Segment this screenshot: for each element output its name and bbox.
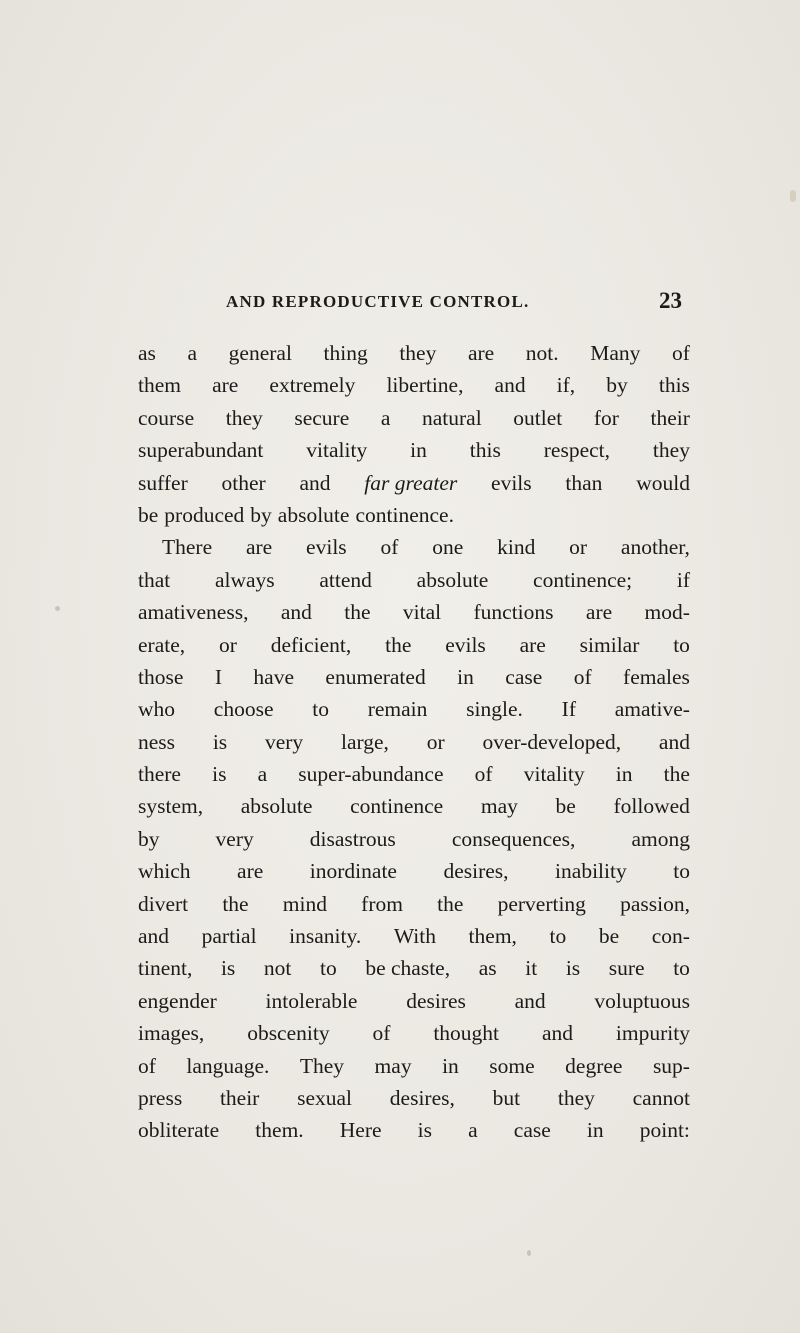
- word: sup-: [652, 1053, 690, 1078]
- word: by: [138, 826, 160, 851]
- paper-speck: [55, 606, 60, 611]
- word: disastrous: [309, 826, 396, 851]
- word: passion,: [620, 891, 690, 916]
- word: thing: [323, 341, 368, 365]
- word: and: [280, 600, 312, 625]
- word: is: [220, 956, 236, 981]
- text-line: [138, 1017, 690, 1049]
- word: Here: [339, 1118, 382, 1143]
- word: attend: [319, 567, 372, 592]
- word: the: [437, 891, 464, 916]
- word: produced: [164, 502, 245, 527]
- word: in: [442, 1053, 459, 1078]
- word: functions: [473, 600, 554, 625]
- word: choose: [213, 697, 274, 722]
- word: they: [225, 405, 263, 430]
- word: and: [494, 373, 526, 398]
- word: very: [215, 826, 254, 851]
- word: vitality: [306, 438, 368, 463]
- word: kind: [497, 535, 536, 560]
- word: and: [514, 988, 546, 1013]
- word: in: [457, 664, 474, 689]
- text-line: [138, 985, 690, 1017]
- word: sexual: [297, 1085, 353, 1110]
- word: a: [187, 341, 198, 365]
- word: this: [469, 438, 501, 463]
- text-line: [138, 758, 690, 790]
- word: is: [212, 762, 227, 787]
- word: that: [138, 567, 171, 592]
- running-title: AND REPRODUCTIVE CONTROL.: [226, 292, 530, 311]
- word: the: [385, 632, 412, 657]
- word: vital: [402, 600, 442, 625]
- word: if: [676, 567, 690, 592]
- word: are: [467, 341, 495, 365]
- word: and: [541, 1021, 573, 1046]
- word: one: [432, 535, 464, 560]
- text-line: [138, 855, 690, 887]
- word: there: [138, 762, 181, 787]
- word: to: [320, 956, 337, 981]
- paper-speck: [790, 190, 796, 202]
- text-line: [138, 402, 690, 434]
- page-number: 23: [659, 288, 682, 313]
- word: very: [264, 729, 304, 754]
- text-line: [138, 790, 690, 822]
- word: may: [480, 794, 518, 819]
- word: be: [555, 794, 576, 819]
- word: of: [672, 341, 690, 365]
- word: images,: [138, 1021, 205, 1046]
- text-line: [138, 920, 690, 952]
- word: and: [138, 924, 170, 949]
- word: amative-: [614, 697, 690, 722]
- word: of: [380, 535, 399, 560]
- word: over-developed,: [482, 729, 622, 754]
- word: desires: [406, 988, 466, 1013]
- text-line: [138, 1082, 690, 1114]
- word: case: [505, 664, 543, 689]
- word: them,: [468, 924, 517, 949]
- word: in: [410, 438, 427, 463]
- word: intolerable: [265, 988, 358, 1013]
- text-line: [138, 823, 690, 855]
- word: If: [561, 697, 576, 722]
- word: by: [250, 502, 272, 527]
- word: it: [525, 956, 538, 981]
- body-text: [138, 337, 690, 1147]
- word: sure: [608, 956, 645, 981]
- word: their: [650, 405, 690, 430]
- word: enumerated: [325, 664, 426, 689]
- word: absolute: [416, 567, 489, 592]
- word: remain: [367, 697, 428, 722]
- word: Many: [590, 341, 641, 365]
- word: they: [652, 438, 690, 463]
- word: erate,: [138, 632, 186, 657]
- word: of: [573, 664, 592, 689]
- word: general: [228, 341, 292, 365]
- word: to: [549, 924, 567, 949]
- word: deficient,: [270, 632, 352, 657]
- word: them: [138, 373, 181, 398]
- text-line: [138, 434, 690, 466]
- word: consequences,: [451, 826, 576, 851]
- word: language.: [186, 1053, 270, 1078]
- word: large,: [340, 729, 389, 754]
- word: other: [221, 470, 266, 495]
- word: to: [673, 632, 690, 657]
- text-line: [138, 337, 690, 369]
- word: they: [399, 341, 437, 365]
- word: or: [218, 632, 237, 657]
- word: as: [138, 341, 156, 365]
- text-line: [138, 629, 690, 661]
- word: a: [380, 405, 391, 430]
- word: to: [673, 956, 690, 981]
- word: mod-: [644, 600, 690, 625]
- word: ness: [138, 729, 176, 754]
- text-line: [138, 1050, 690, 1082]
- word: of: [138, 1053, 156, 1078]
- word: mind: [282, 891, 327, 916]
- word: similar: [579, 632, 640, 657]
- word: superabundant: [138, 438, 264, 463]
- word: press: [138, 1085, 183, 1110]
- word: natural: [421, 405, 482, 430]
- word: to: [673, 859, 690, 884]
- word: tinent,: [138, 956, 193, 981]
- word: With: [393, 924, 436, 949]
- word: is: [565, 956, 581, 981]
- word: those: [138, 664, 184, 689]
- word: obscenity: [247, 1021, 330, 1046]
- word: some: [489, 1053, 535, 1078]
- word: perverting: [497, 891, 586, 916]
- word: impurity: [615, 1021, 690, 1046]
- word: libertine,: [386, 373, 464, 398]
- word: of: [372, 1021, 391, 1046]
- italic-emphasis: far greater: [364, 470, 458, 495]
- text-line: [138, 531, 690, 563]
- word: degree: [565, 1053, 623, 1078]
- word: would: [636, 470, 690, 495]
- text-line: [138, 596, 690, 628]
- word: cannot: [632, 1085, 690, 1110]
- word: suffer: [138, 470, 188, 495]
- word: vitality: [523, 762, 585, 787]
- word: obliterate: [138, 1118, 220, 1143]
- word: may: [374, 1053, 412, 1078]
- word: than: [565, 470, 603, 495]
- word: have: [253, 664, 294, 689]
- word: not: [263, 956, 292, 981]
- word: for: [593, 405, 619, 430]
- word: are: [237, 859, 264, 884]
- running-head: [226, 288, 682, 318]
- word: not.: [525, 341, 559, 365]
- word: absolute: [240, 794, 313, 819]
- word: super-abundance: [298, 762, 444, 787]
- word: inordinate: [309, 859, 397, 884]
- word: which: [138, 859, 191, 884]
- text-line: [138, 369, 690, 401]
- text-line: [138, 726, 690, 758]
- text-line: [138, 693, 690, 725]
- word: the: [344, 600, 371, 625]
- word: another,: [620, 535, 690, 560]
- word: con-: [651, 924, 690, 949]
- word: females: [623, 664, 690, 689]
- word: evils: [445, 632, 486, 657]
- word: is: [212, 729, 228, 754]
- word: be: [138, 502, 159, 527]
- word: always: [214, 567, 275, 592]
- word: desires,: [443, 859, 509, 884]
- word: to: [312, 697, 329, 722]
- word: a: [257, 762, 268, 787]
- word: are: [585, 600, 613, 625]
- text-line: [138, 952, 690, 984]
- word: are: [519, 632, 546, 657]
- word: secure: [294, 405, 350, 430]
- text-line: [138, 467, 690, 499]
- word: desires,: [389, 1085, 455, 1110]
- word: as: [478, 956, 497, 981]
- word: partial: [201, 924, 257, 949]
- word: or: [426, 729, 445, 754]
- word: them.: [255, 1118, 304, 1143]
- word: thought: [433, 1021, 500, 1046]
- word: if,: [556, 373, 576, 398]
- word: their: [219, 1085, 260, 1110]
- word: absolute: [277, 502, 350, 527]
- word: are: [212, 373, 239, 398]
- word: single.: [466, 697, 523, 722]
- word: be: [598, 924, 620, 949]
- word: engender: [138, 988, 217, 1013]
- word: the: [663, 762, 690, 787]
- text-line: [138, 564, 690, 596]
- word: amativeness,: [138, 600, 249, 625]
- text-line: [138, 888, 690, 920]
- word: insanity.: [289, 924, 362, 949]
- word: by: [606, 373, 628, 398]
- word: who: [138, 697, 176, 722]
- word: followed: [613, 794, 690, 819]
- word: and: [658, 729, 690, 754]
- word: respect,: [543, 438, 611, 463]
- word: are: [245, 535, 273, 560]
- word: divert: [138, 891, 189, 916]
- text-line: [138, 661, 690, 693]
- paper-speck: [527, 1250, 531, 1256]
- word: a: [468, 1118, 478, 1143]
- word: continence;: [533, 567, 633, 592]
- word: There: [162, 535, 213, 560]
- word: extremely: [269, 373, 356, 398]
- word: system,: [138, 794, 204, 819]
- word: course: [138, 405, 195, 430]
- word: they: [557, 1085, 595, 1110]
- word: outlet: [513, 405, 563, 430]
- word: inability: [555, 859, 627, 884]
- word: is: [417, 1118, 433, 1143]
- word: from: [361, 891, 403, 916]
- word: the: [222, 891, 249, 916]
- word: voluptuous: [594, 988, 690, 1013]
- word: of: [474, 762, 493, 787]
- word: point:: [639, 1118, 690, 1143]
- word: I: [214, 664, 222, 689]
- word: in: [615, 762, 633, 787]
- word: continence: [350, 794, 444, 819]
- text-line: [138, 499, 690, 531]
- word: and: [299, 470, 331, 495]
- word: continence.: [355, 502, 454, 527]
- word: this: [658, 373, 690, 398]
- word: evils: [491, 470, 532, 495]
- word: or: [569, 535, 588, 560]
- word: They: [299, 1053, 345, 1078]
- word: in: [586, 1118, 604, 1143]
- word: be chaste,: [365, 956, 451, 981]
- word: case: [513, 1118, 551, 1143]
- word: evils: [306, 535, 347, 560]
- word: but: [492, 1085, 521, 1110]
- text-line: [138, 1114, 690, 1146]
- word: among: [631, 826, 690, 851]
